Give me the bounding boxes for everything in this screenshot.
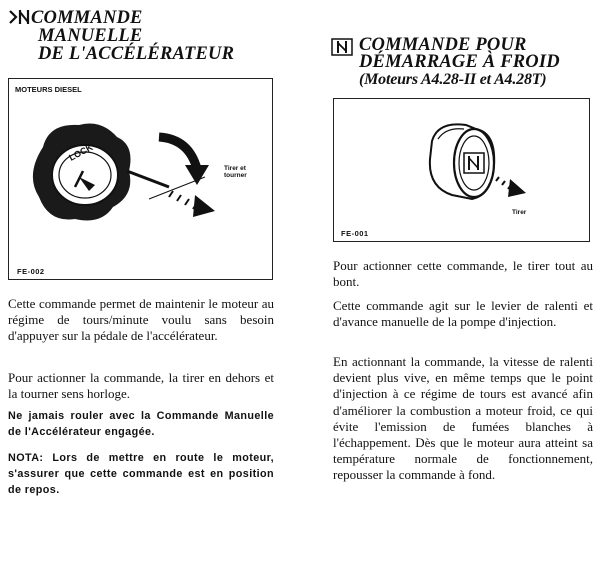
section-subtitle: (Moteurs A4.28-II et A4.28T) bbox=[359, 71, 547, 88]
cold-start-knob-illustration bbox=[334, 99, 589, 241]
function-paragraph: Cette commande agit sur le levier de ralenti et d'avance manuelle de la pompe d'injection. bbox=[333, 298, 593, 330]
accelerator-figure bbox=[8, 78, 273, 280]
operation-paragraph: Pour actionner cette commande, le tirer tout au bont. bbox=[333, 258, 593, 290]
description-paragraph: Cette commande permet de maintenir le moteur au régime de tours/minute voulu sans besoin d'appuyer sur la pédale de l'accélérateur. bbox=[8, 296, 274, 344]
cold-start-control-icon bbox=[331, 38, 355, 60]
section-title-line-1: COMMANDE bbox=[31, 8, 143, 28]
cold-start-control-symbol-graphic bbox=[331, 38, 355, 56]
pull-turn-label: Tirer et tourner bbox=[224, 165, 247, 179]
figure-code: FE-002 bbox=[17, 267, 45, 276]
cold-start-figure bbox=[333, 98, 590, 242]
figure-caption: MOTEURS DIESEL bbox=[15, 85, 82, 94]
section-title-line-2: DÉMARRAGE À FROID bbox=[359, 52, 560, 72]
note-paragraph bbox=[8, 450, 274, 498]
pull-label: Tirer bbox=[512, 209, 527, 216]
hand-throttle-knob-illustration bbox=[9, 79, 272, 279]
section-title-line-2: MANUELLE bbox=[38, 26, 143, 46]
operation-paragraph: Pour actionner la commande, la tirer en dehors et la tourner sens horloge. bbox=[8, 370, 274, 402]
effect-paragraph: En actionnant la commande, la vitesse de ralenti devient plus vive, en même temps que le point d'injection à ce régime de tours est avancé afin d'améliorer la combustion a moteur froid, ce qui évite l'emission de fumées blanches à l'échappement. Dès que le moteur aura atteint sa température normale de fonctionnement, repousser la commande à fond. bbox=[333, 354, 593, 483]
note-lead: NOTA: bbox=[8, 452, 44, 464]
knob-lock-text: LOCK bbox=[67, 141, 95, 163]
figure-code: FE-001 bbox=[341, 229, 369, 238]
warning-paragraph: Ne jamais rouler avec la Commande Manuelle de l'Accélérateur engagée. bbox=[8, 410, 274, 438]
note-body: Lors de mettre en route le moteur, s'assurer que cette commande est en position de repos. bbox=[8, 452, 274, 496]
section-title-line-3: DE L'ACCÉLÉRATEUR bbox=[38, 44, 235, 64]
section-title-line-1: COMMANDE POUR bbox=[359, 35, 527, 55]
